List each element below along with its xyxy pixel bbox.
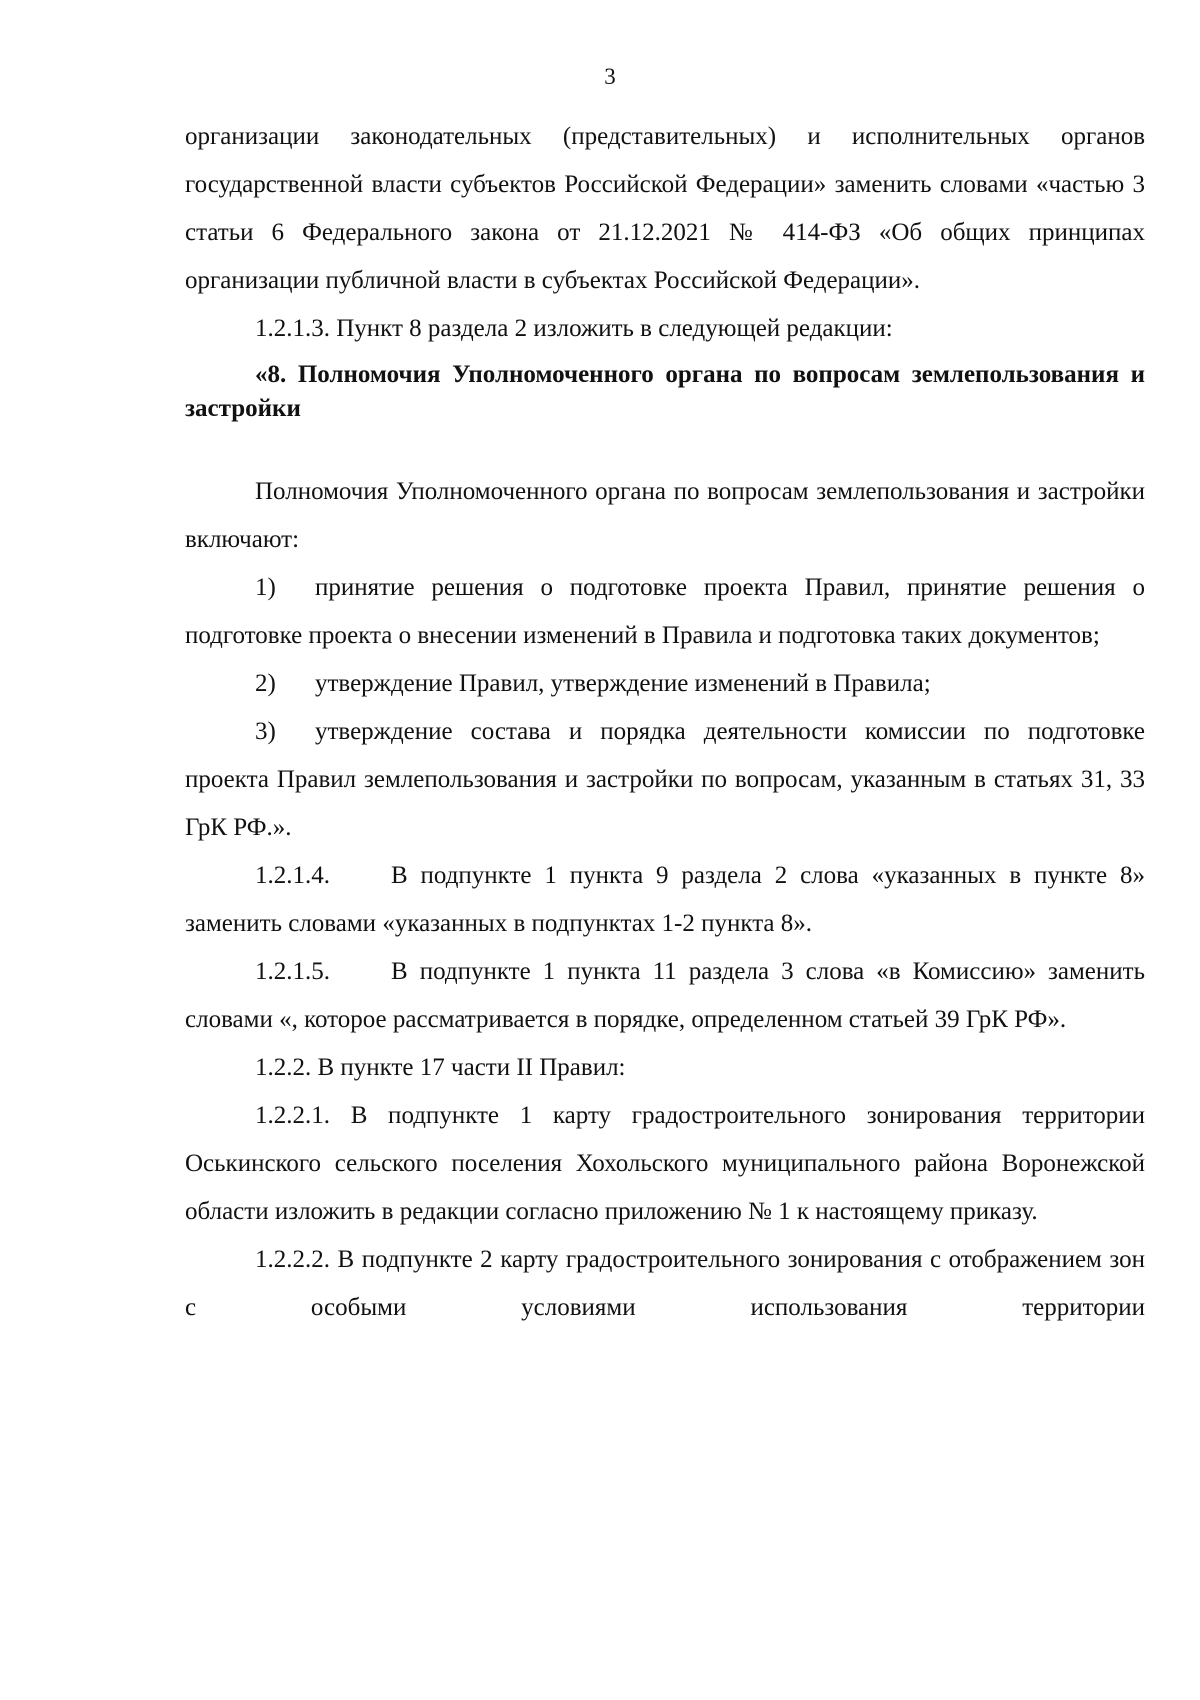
list-item-3 bbox=[185, 708, 1145, 852]
paragraph-1-2-1-4-text: В подпункте 1 пункта 9 раздела 2 слова «указанных в пункте 8» заменить словами «указанных в подпунктах 1-2 пункта 8». bbox=[185, 862, 1145, 937]
document-body bbox=[185, 113, 1145, 1332]
list-item-1 bbox=[185, 564, 1145, 660]
section-heading: «8. Полномочия Уполномоченного органа по вопросам землепользования и застройки bbox=[185, 361, 1145, 422]
paragraph-1-2-2-2: 1.2.2.2. В подпункте 2 карту градостроительного зонирования с отображением зон с особыми условиями использования территории bbox=[185, 1246, 1145, 1321]
paragraph-1-2-1-5-text: В подпункте 1 пункта 11 раздела 3 слова «в Комиссию» заменить словами «, которое рассматривается в порядке, определенном статьей 39 ГрК РФ». bbox=[185, 958, 1145, 1033]
paragraph-1-2-1-5 bbox=[185, 948, 1145, 1044]
paragraph-1-2-1-4 bbox=[185, 852, 1145, 948]
paragraph-1-2-1-4-number: 1.2.1.4. bbox=[255, 862, 330, 889]
list-item-2 bbox=[185, 660, 1145, 708]
paragraph-1-2-2: 1.2.2. В пункте 17 части II Правил: bbox=[255, 1054, 626, 1081]
list-item-2-number: 2) bbox=[255, 670, 276, 697]
paragraph-1-2-1-5-number: 1.2.1.5. bbox=[255, 958, 330, 985]
paragraph-1-2-2-1: 1.2.2.1. В подпункте 1 карту градостроительного зонирования территории Оськинского сельского поселения Хохольского муниципального района Воронежской области изложить в редакции согласно приложению № 1 к настоящему приказу. bbox=[185, 1102, 1145, 1225]
paragraph-1-2-1-3: 1.2.1.3. Пункт 8 раздела 2 изложить в следующей редакции: bbox=[255, 315, 893, 342]
page-number: 3 bbox=[604, 64, 616, 89]
paragraph-continuation: организации законодательных (представительных) и исполнительных органов государственной власти субъектов Российской Федерации» заменить словами «частью 3 статьи 6 Федерального закона от 21.12.2021 № 414-ФЗ «Об общих принципах организации публичной власти в субъектах Российской Федерации». bbox=[185, 123, 1145, 294]
spacer bbox=[185, 426, 1145, 468]
list-item-3-number: 3) bbox=[255, 718, 276, 745]
list-item-1-number: 1) bbox=[255, 574, 276, 601]
list-item-2-text: утверждение Правил, утверждение изменений в Правила; bbox=[315, 670, 931, 697]
paragraph-powers-intro: Полномочия Уполномоченного органа по вопросам землепользования и застройки включают: bbox=[185, 478, 1145, 553]
list-item-3-text: утверждение состава и порядка деятельности комиссии по подготовке проекта Правил землепользования и застройки по вопросам, указанным в статьях 31, 33 ГрК РФ.». bbox=[185, 718, 1145, 841]
list-item-1-text: принятие решения о подготовке проекта Правил, принятие решения о подготовке проекта о внесении изменений в Правила и подготовка таких документов; bbox=[185, 574, 1145, 649]
